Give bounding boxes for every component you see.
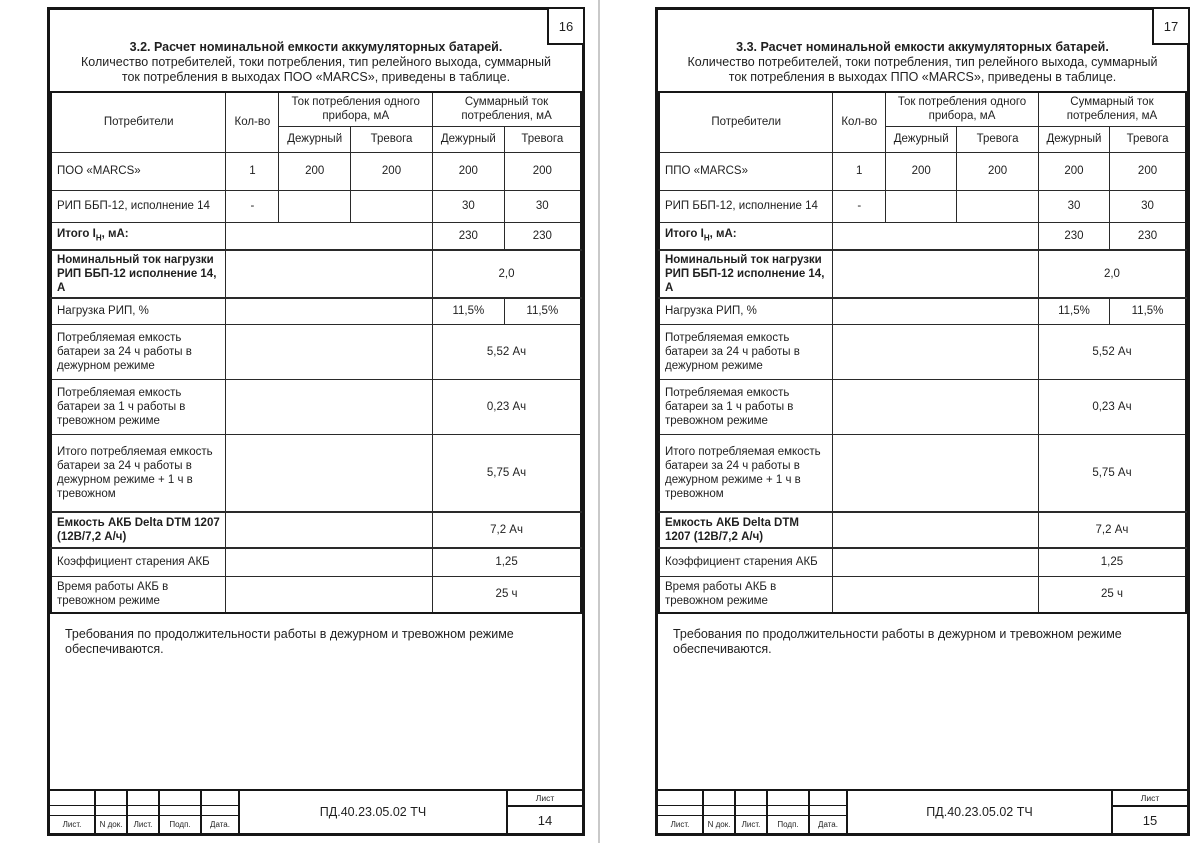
title-block-empty-cell	[50, 791, 94, 806]
title-block-empty-cell	[128, 806, 158, 816]
title-block-column	[736, 791, 768, 833]
table-row	[51, 434, 581, 512]
title-block-label: N док.	[707, 820, 731, 829]
title-block-column	[202, 791, 240, 833]
cell-label	[659, 222, 833, 250]
cell-total-alarm: 30	[1110, 190, 1186, 222]
title-block-label: Лист.	[133, 820, 153, 829]
section-subtitle-line: ток потребления в выходах ППО «MARCS», приведены в таблице.	[728, 70, 1117, 84]
sheet-box	[1113, 791, 1187, 833]
table-row	[51, 512, 581, 548]
title-block-empty-cell	[160, 791, 200, 806]
title-block-label: Подп.	[777, 820, 799, 829]
col-header-consumers: Потребители	[51, 92, 226, 152]
cell-label: Номинальный ток нагрузки РИП ББП-12 исполнение 14, А	[659, 250, 833, 298]
cell-empty	[833, 576, 1039, 613]
title-block	[50, 789, 582, 833]
title-block-empty-cell	[658, 806, 702, 816]
cell-empty	[833, 298, 1039, 324]
cell-qty: 1	[833, 152, 886, 190]
label-text: , мА:	[101, 227, 129, 240]
cell-total-standby: 30	[433, 190, 505, 222]
cell-label: Время работы АКБ в тревожном режиме	[659, 576, 833, 613]
cell-label: Потребляемая емкость батареи за 1 ч работы в тревожном режиме	[51, 379, 226, 434]
table-row	[51, 548, 581, 576]
cell-value: 5,75 Ач	[1038, 434, 1186, 512]
cell-label: Итого потребляемая емкость батареи за 24 ч работы в дежурном режиме + 1 ч в тревожном	[659, 434, 833, 512]
cell-total-alarm: 230	[1110, 222, 1186, 250]
col-header-standby: Дежурный	[886, 126, 957, 152]
table-row	[51, 298, 581, 324]
label-subscript: Н	[95, 232, 102, 242]
cell-label: Время работы АКБ в тревожном режиме	[51, 576, 226, 613]
cell-total-standby: 11,5%	[433, 298, 505, 324]
table-row	[51, 379, 581, 434]
title-block-column	[96, 791, 128, 833]
cell-label: Потребляемая емкость батареи за 24 ч работы в дежурном режиме	[659, 324, 833, 379]
cell-value: 1,25	[433, 548, 581, 576]
page-header	[658, 40, 1187, 85]
cell-total-standby: 200	[1038, 152, 1109, 190]
title-block-empty-cell	[160, 806, 200, 816]
note-line: обеспечиваются.	[65, 642, 164, 656]
section-subtitle-line: Количество потребителей, токи потребления, тип релейного выхода, суммарный	[81, 55, 551, 69]
cell-label: Нагрузка РИП, %	[659, 298, 833, 324]
cell-unit-alarm	[957, 190, 1039, 222]
cell-value: 7,2 Ач	[433, 512, 581, 548]
note-line: обеспечиваются.	[673, 642, 772, 656]
title-block-empty-cell	[202, 791, 238, 806]
sheet-number: 14	[537, 812, 553, 828]
cell-empty	[226, 576, 433, 613]
table-row	[51, 152, 581, 190]
table-row	[659, 576, 1186, 613]
col-header-standby: Дежурный	[1038, 126, 1109, 152]
cell-empty	[226, 222, 433, 250]
cell-value: 2,0	[1038, 250, 1186, 298]
cell-value: 5,52 Ач	[1038, 324, 1186, 379]
cell-empty	[226, 512, 433, 548]
table-row-total-current	[659, 222, 1186, 250]
sheet-label: Лист	[1113, 791, 1187, 807]
cell-unit-alarm	[350, 190, 432, 222]
title-block-empty-cell	[96, 806, 126, 816]
cell-unit-standby: 200	[279, 152, 351, 190]
cell-value: 1,25	[1038, 548, 1186, 576]
table-row	[659, 548, 1186, 576]
document-page-right	[655, 7, 1190, 836]
blank-space	[50, 657, 582, 789]
col-header-alarm: Тревога	[957, 126, 1039, 152]
title-block-column	[810, 791, 848, 833]
cell-total-alarm: 200	[504, 152, 581, 190]
cell-empty	[226, 379, 433, 434]
col-header-alarm: Тревога	[350, 126, 432, 152]
title-block-column	[658, 791, 704, 833]
cell-empty	[833, 222, 1039, 250]
cell-empty	[833, 250, 1039, 298]
note-line: Требования по продолжительности работы в дежурном и тревожном режиме	[673, 627, 1122, 641]
sheet-label: Лист	[508, 791, 582, 807]
page-header	[50, 40, 582, 85]
title-block-column	[768, 791, 810, 833]
cell-unit-alarm: 200	[957, 152, 1039, 190]
cell-label: Нагрузка РИП, %	[51, 298, 226, 324]
title-block-empty-cell	[768, 791, 808, 806]
cell-total-standby: 230	[433, 222, 505, 250]
col-header-qty: Кол-во	[833, 92, 886, 152]
title-block-label: Лист.	[741, 820, 761, 829]
cell-value: 5,75 Ач	[433, 434, 581, 512]
title-block-empty-cell	[736, 806, 766, 816]
cell-empty	[833, 379, 1039, 434]
table-row	[51, 250, 581, 298]
document-page-left	[47, 7, 585, 836]
cell-unit-alarm: 200	[350, 152, 432, 190]
cell-label: Емкость АКБ Delta DTM 1207 (12В/7,2 А/ч)	[51, 512, 226, 548]
label-text: Итого I	[665, 227, 704, 240]
page-divider	[598, 0, 600, 843]
doc-code: ПД.40.23.05.02 ТЧ	[848, 791, 1113, 833]
section-subtitle-line: ток потребления в выходах ПОО «MARCS», приведены в таблице.	[121, 70, 511, 84]
table-row	[659, 152, 1186, 190]
title-block-column	[704, 791, 736, 833]
table-row	[51, 190, 581, 222]
cell-empty	[226, 298, 433, 324]
cell-empty	[226, 434, 433, 512]
cell-total-alarm: 11,5%	[504, 298, 581, 324]
col-group-unit-current: Ток потребления одного прибора, мА	[886, 92, 1039, 126]
title-block-empty-cell	[810, 806, 846, 816]
title-block-label: Лист.	[670, 820, 690, 829]
cell-label: ППО «MARCS»	[659, 152, 833, 190]
cell-label: Потребляемая емкость батареи за 24 ч работы в дежурном режиме	[51, 324, 226, 379]
section-title: 3.2. Расчет номинальной емкости аккумуляторных батарей.	[129, 40, 503, 54]
title-block-empty-cell	[50, 806, 94, 816]
cell-label: Итого потребляемая емкость батареи за 24 ч работы в дежурном режиме + 1 ч в тревожном	[51, 434, 226, 512]
cell-total-alarm: 30	[504, 190, 581, 222]
section-title: 3.3. Расчет номинальной емкости аккумуляторных батарей.	[736, 40, 1109, 54]
cell-unit-standby: 200	[886, 152, 957, 190]
cell-total-alarm: 11,5%	[1110, 298, 1186, 324]
doc-code: ПД.40.23.05.02 ТЧ	[240, 791, 508, 833]
page-number: 16	[558, 18, 574, 34]
title-block	[658, 789, 1187, 833]
conclusion-note	[673, 627, 1171, 657]
col-header-alarm: Тревога	[1110, 126, 1186, 152]
cell-total-alarm: 230	[504, 222, 581, 250]
page-number-box	[1152, 7, 1190, 45]
table-row	[659, 324, 1186, 379]
cell-empty	[833, 512, 1039, 548]
cell-unit-standby	[886, 190, 957, 222]
cell-value: 25 ч	[1038, 576, 1186, 613]
cell-label: Потребляемая емкость батареи за 1 ч работы в тревожном режиме	[659, 379, 833, 434]
cell-label: РИП ББП-12, исполнение 14	[51, 190, 226, 222]
cell-qty: -	[833, 190, 886, 222]
col-group-total-current: Суммарный ток потребления, мА	[1038, 92, 1186, 126]
col-header-standby: Дежурный	[433, 126, 505, 152]
cell-total-standby: 11,5%	[1038, 298, 1109, 324]
cell-label: Коэффициент старения АКБ	[51, 548, 226, 576]
blank-space	[658, 657, 1187, 789]
cell-qty: -	[226, 190, 279, 222]
table-row	[51, 576, 581, 613]
cell-value: 2,0	[433, 250, 581, 298]
cell-unit-standby	[279, 190, 351, 222]
cell-label: Номинальный ток нагрузки РИП ББП-12 исполнение 14, А	[51, 250, 226, 298]
col-group-total-current: Суммарный ток потребления, мА	[433, 92, 581, 126]
title-block-label: Подп.	[169, 820, 191, 829]
col-header-standby: Дежурный	[279, 126, 351, 152]
note-line: Требования по продолжительности работы в дежурном и тревожном режиме	[65, 627, 514, 641]
table-header-row	[659, 92, 1186, 126]
table-row	[659, 512, 1186, 548]
title-block-empty-cell	[128, 791, 158, 806]
table-row	[659, 379, 1186, 434]
cell-total-standby: 200	[433, 152, 505, 190]
cell-qty: 1	[226, 152, 279, 190]
cell-total-standby: 30	[1038, 190, 1109, 222]
table-row	[51, 324, 581, 379]
title-block-empty-cell	[810, 791, 846, 806]
table-row-total-current	[51, 222, 581, 250]
title-block-empty-cell	[768, 806, 808, 816]
cell-label: Коэффициент старения АКБ	[659, 548, 833, 576]
title-block-label: N док.	[99, 820, 123, 829]
table-header-row	[51, 92, 581, 126]
cell-value: 25 ч	[433, 576, 581, 613]
cell-label: Емкость АКБ Delta DTM 1207 (12В/7,2 А/ч)	[659, 512, 833, 548]
cell-empty	[226, 548, 433, 576]
section-subtitle-line: Количество потребителей, токи потребления, тип релейного выхода, суммарный	[687, 55, 1158, 69]
title-block-empty-cell	[658, 791, 702, 806]
title-block-column	[160, 791, 202, 833]
table-row	[659, 250, 1186, 298]
cell-empty	[833, 548, 1039, 576]
page-number: 17	[1163, 18, 1179, 34]
table-row	[659, 298, 1186, 324]
cell-empty	[833, 324, 1039, 379]
cell-value: 7,2 Ач	[1038, 512, 1186, 548]
cell-total-standby: 230	[1038, 222, 1109, 250]
sheet-box	[508, 791, 582, 833]
title-block-label: Дата.	[818, 820, 838, 829]
cell-label: ПОО «MARCS»	[51, 152, 226, 190]
cell-empty	[226, 324, 433, 379]
cell-value: 5,52 Ач	[433, 324, 581, 379]
page-number-box	[547, 7, 585, 45]
col-group-unit-current: Ток потребления одного прибора, мА	[279, 92, 433, 126]
cell-value: 0,23 Ач	[1038, 379, 1186, 434]
table-row	[659, 190, 1186, 222]
cell-value: 0,23 Ач	[433, 379, 581, 434]
col-header-alarm: Тревога	[504, 126, 581, 152]
battery-capacity-table	[658, 91, 1187, 614]
label-text: Итого I	[57, 227, 96, 240]
title-block-empty-cell	[202, 806, 238, 816]
battery-capacity-table	[50, 91, 582, 614]
sheet-number: 15	[1142, 812, 1158, 828]
cell-empty	[226, 250, 433, 298]
cell-empty	[833, 434, 1039, 512]
col-header-consumers: Потребители	[659, 92, 833, 152]
title-block-label: Лист.	[62, 820, 82, 829]
title-block-empty-cell	[704, 806, 734, 816]
title-block-empty-cell	[96, 791, 126, 806]
title-block-column	[50, 791, 96, 833]
title-block-empty-cell	[736, 791, 766, 806]
label-subscript: Н	[703, 232, 710, 242]
title-block-column	[128, 791, 160, 833]
col-header-qty: Кол-во	[226, 92, 279, 152]
conclusion-note	[65, 627, 566, 657]
table-row	[659, 434, 1186, 512]
cell-label: РИП ББП-12, исполнение 14	[659, 190, 833, 222]
label-text: , мА:	[709, 227, 737, 240]
title-block-empty-cell	[704, 791, 734, 806]
title-block-label: Дата.	[210, 820, 230, 829]
cell-label	[51, 222, 226, 250]
cell-total-alarm: 200	[1110, 152, 1186, 190]
